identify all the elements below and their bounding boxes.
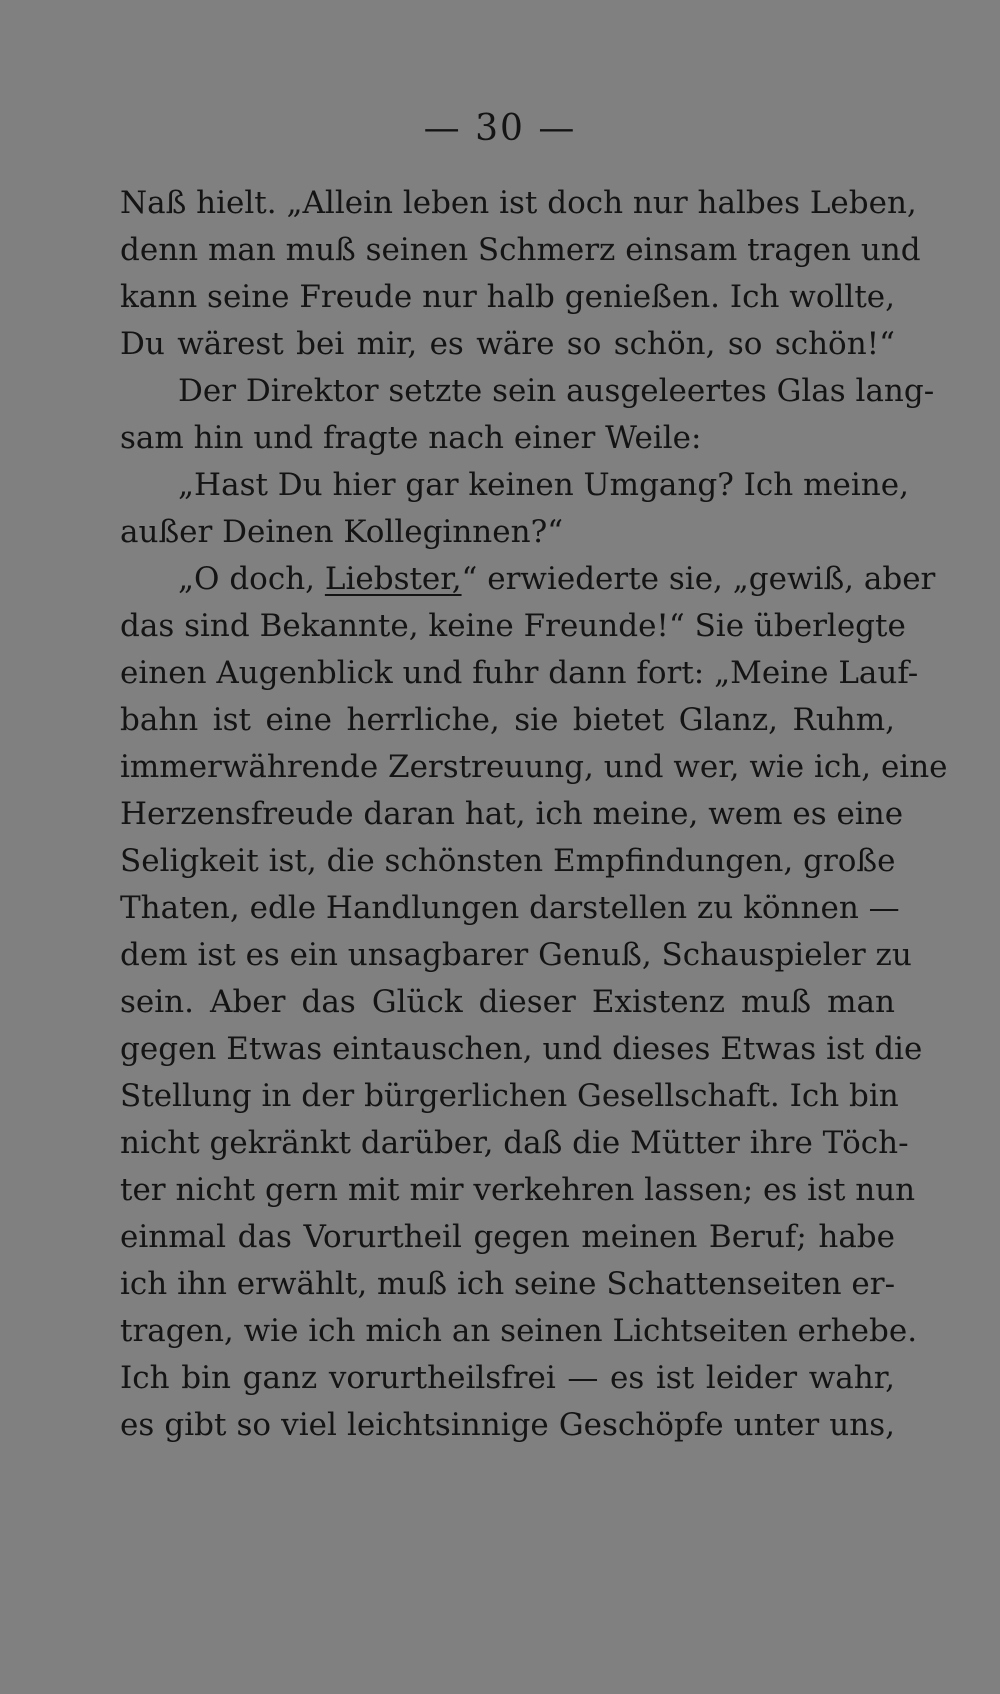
text-line: bahn ist eine herrliche, sie bietet Glanz, Ruhm, — [120, 702, 895, 738]
page-number: — 30 — — [423, 108, 577, 149]
text-line-with-underline — [120, 556, 936, 603]
text-line: Ich bin ganz vorurtheilsfrei — es ist leider wahr, — [120, 1360, 895, 1396]
text-line: sein. Aber das Glück dieser Existenz muß man — [120, 984, 895, 1020]
underlined-word: Liebster, — [324, 561, 462, 597]
text-line: Herzensfreude daran hat, ich meine, wem es eine — [120, 796, 904, 832]
text-line: außer Deinen Kolleginnen?“ — [120, 514, 564, 550]
text-fragment: “ erwiederte sie, „gewiß, aber — [461, 561, 936, 597]
text-line: Seligkeit ist, die schönsten Empfindungen, große — [120, 843, 896, 879]
text-line: das sind Bekannte, keine Freunde!“ Sie überlegte — [120, 608, 906, 644]
text-line: Thaten, edle Handlungen darstellen zu können — — [120, 890, 900, 926]
text-line: „Hast Du hier gar keinen Umgang? Ich meine, — [178, 467, 909, 503]
text-line: gegen Etwas eintauschen, und dieses Etwas ist die — [120, 1031, 923, 1067]
text-line: Du wärest bei mir, es wäre so schön, so schön!“ — [120, 326, 895, 362]
text-line: denn man muß seinen Schmerz einsam tragen und — [120, 232, 921, 268]
text-line: ter nicht gern mit mir verkehren lassen; es ist nun — [120, 1172, 916, 1208]
text-line: einen Augenblick und fuhr dann fort: „Meine Lauf- — [120, 655, 919, 691]
body-text — [120, 180, 948, 1449]
text-line: Naß hielt. „Allein leben ist doch nur halbes Leben, — [120, 185, 917, 221]
text-line: ich ihn erwählt, muß ich seine Schattenseiten er- — [120, 1266, 896, 1302]
text-line: immerwährende Zerstreuung, und wer, wie ich, eine — [120, 749, 948, 785]
text-line: kann seine Freude nur halb genießen. Ich wollte, — [120, 279, 895, 315]
text-line: Der Direktor setzte sein ausgeleertes Glas lang- — [178, 373, 935, 409]
text-line: sam hin und fragte nach einer Weile: — [120, 420, 702, 456]
text-line: Stellung in der bürgerlichen Gesellschaft. Ich bin — [120, 1078, 899, 1114]
text-line: es gibt so viel leichtsinnige Geschöpfe unter uns, — [120, 1407, 895, 1443]
text-line: einmal das Vorurtheil gegen meinen Beruf; habe — [120, 1219, 895, 1255]
text-line: nicht gekränkt darüber, daß die Mütter ihre Töch- — [120, 1125, 909, 1161]
text-line: tragen, wie ich mich an seinen Lichtseiten erhebe. — [120, 1313, 918, 1349]
text-line: dem ist es ein unsagbarer Genuß, Schauspieler zu — [120, 937, 912, 973]
text-fragment: „O doch, — [178, 561, 325, 597]
